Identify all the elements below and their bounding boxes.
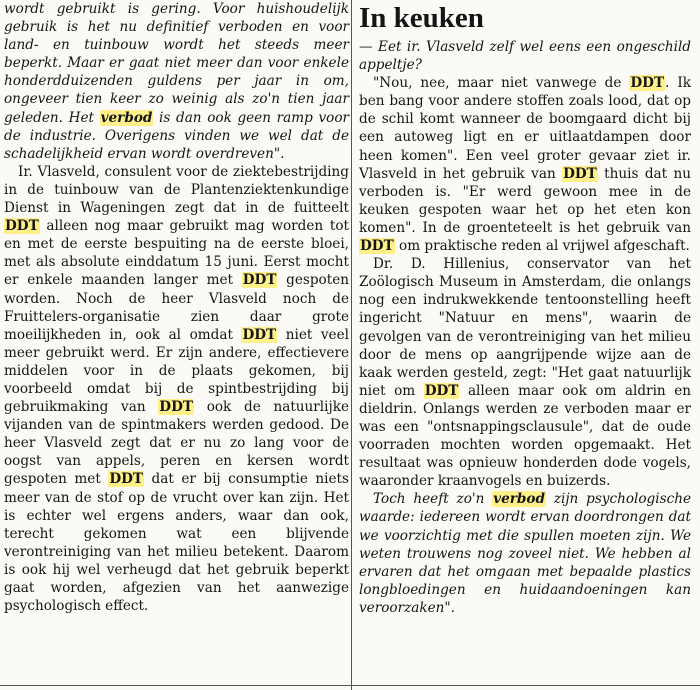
highlight-verbod: verbod [493,491,545,508]
text-run: Ir. Vlasveld, consulent voor de ziektebestrijding in de tuinbouw van de Plantenziektenkundige Dienst in Wageningen zegt dat in de fuitteelt [4,163,349,217]
highlight-ddt: DDT [5,218,39,235]
right-column [359,0,691,617]
column-divider [351,0,352,690]
text-run: . Ik ben bang voor andere stoffen zoals lood, dat op de schil komt wanneer de boomgaard dicht bij een autoweg ligt en er uitlaatdampen door heen komen". Een veel groter gevaar ziet ir. Vlasveld in het gebruik van [359,75,692,182]
highlight-ddt: DDT [360,238,394,255]
section-heading: In keuken [359,2,484,34]
hillenius-paragraph [359,255,691,490]
bottom-rule [0,685,700,686]
highlight-ddt: DDT [563,165,597,182]
highlight-ddt: DDT [630,75,665,92]
text-run: zijn psychologische waarde: iedereen wordt ervan doordrongen dat we voorzichtig met die spullen moeten zijn. We weten trouwens nog zoveel niet. We hebben al ervaren dat het omgaan met bepaalde plastics longbloedingen en huidaandoeningen kan veroorzaken". [359,491,691,616]
vlasveld-paragraph [4,163,349,615]
question-paragraph: — Eet ir. Vlasveld zelf wel eens een ongeschild appeltje? [359,39,691,74]
highlight-ddt: DDT [242,326,277,343]
left-column [4,0,349,615]
highlight-ddt: DDT [159,399,193,416]
highlight-ddt: DDT [242,272,277,289]
text-run: alleen nog maar gebruikt mag worden tot en met de eerste bespuiting na de eerste bloei, met als absolute einddatum 15 juni. Eerst mocht er enkele maanden langer met [4,218,349,289]
text-run: gespoten worden. Noch de heer Vlasveld noch de Fruittelers-organisatie zien daar grote moeilijkheden in, ook al omdat [4,272,349,343]
text-run: ook de natuurlijke vijanden van de spintmakers werden gedood. De heer Vlasveld zegt dat er nu zo lang voor de oogst van appels, peren en kersen wordt gespoten met [4,399,349,488]
text-run: Toch heeft zo'n [373,491,493,508]
text-run: Dr. D. Hillenius, conservator van het Zoölogisch Museum in Amsterdam, die onlangs nog een indrukwekkende tentoonstelling heeft ingericht "Natuur en mens", waarin de gevolgen van de verontreiniging van het milieu door de mens op aangrijpende wijze aan de kaak werden gesteld, zegt: "Het gaat natuurlijk niet om [359,256,691,399]
intro-quote-paragraph [4,0,349,163]
text-run: "Nou, nee, maar niet vanwege de [373,75,630,92]
text-run: niet veel meer gebruikt werd. Er zijn andere, effectievere middelen voor in de plaats gekomen, bij voorbeeld omdat bij de spintbestrijding bij gebruikmaking van [4,326,349,416]
answer-paragraph [359,74,691,255]
text-run: is dan ook geen ramp voor de industrie. Overigens vinden we wel dat de schadelijkheid ervan wordt overdreven". [4,109,349,162]
text-run: thuis dat nu verboden is. "Er werd gewoon mee in de keuken gespoten waar het op het eten kon komen". In de groenteteelt is het gebruik van [359,165,691,236]
closing-paragraph [359,490,691,617]
text-run: om praktische reden al vrijwel afgeschaft. [394,238,690,255]
highlight-ddt: DDT [424,382,459,399]
text-run: alleen maar ook om aldrin en dieldrin. Onlangs werden ze verboden maar er was een "ontsnappingsclausule", dat de oude voorraden mochten worden opgemaakt. Het resultaat was opnieuw honderden dode vogels, waaronder kraanvogels en buizerds. [359,382,691,490]
text-run: dat er bij consumptie niets meer van de stof op de vrucht over kan zijn. Het is echter wel ergens anders, waar dan ook, terecht gekomen wat een blijvende verontreiniging van het milieu betekent. Daarom is ook hij wel verheugd dat het gebruik beperkt gaat worden, afgezien van het aanwezige psychologisch effect. [4,471,349,615]
highlight-ddt: DDT [109,471,144,488]
highlight-verbod: verbod [100,109,153,126]
text-run: wordt gebruikt is gering. Voor huishoudelijk gebruik is het nu definitief verboden en voor land- en tuinbouw wordt het steeds meer beperkt. Maar er gaat niet meer dan voor enkele honderdduizenden guldens per jaar in om, ongeveer tien keer zo weinig als zo'n tien jaar geleden. Het [4,1,349,126]
